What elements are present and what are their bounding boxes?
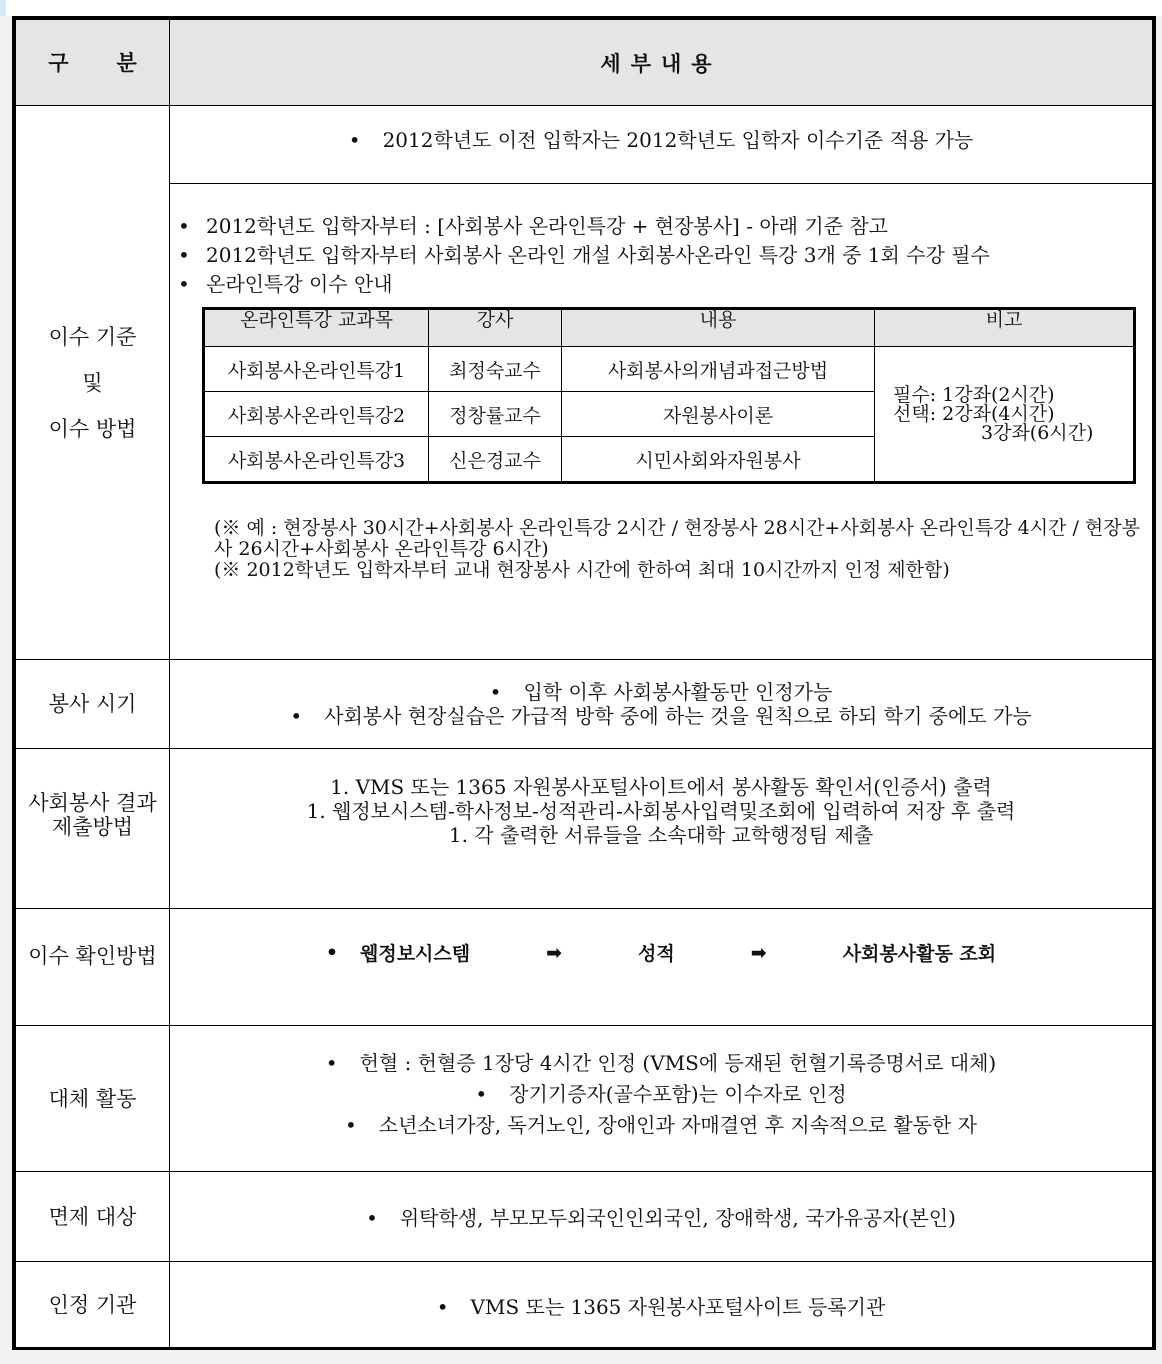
- submission-content: [170, 749, 1153, 909]
- table-row: [204, 347, 1135, 392]
- course-1: 사회봉사온라인특강1: [204, 347, 429, 392]
- header-category: [16, 20, 170, 106]
- header-details: 세부내용: [170, 20, 1153, 106]
- label-institution: 인정 기관: [16, 1262, 170, 1349]
- label-period: 봉사 시기: [16, 660, 170, 749]
- criteria-note-text: 2012학년도 이전 입학자는 2012학년도 입학자 이수기준 적용 가능: [382, 128, 974, 152]
- bullet-icon: [490, 680, 524, 704]
- content-1: 사회봉사의개념과접근방법: [562, 347, 875, 392]
- period-line-1: 입학 이후 사회봉사활동만 인정가능: [523, 680, 833, 704]
- remarks-optional: 선택: 2강좌(4시간): [893, 402, 1055, 425]
- examples: [178, 518, 1146, 581]
- bullet-icon: [326, 942, 360, 964]
- content-2: 자원봉사이론: [562, 392, 875, 437]
- alternative-content: [170, 1026, 1153, 1172]
- exemption-content: [170, 1172, 1153, 1262]
- col-instructor: 강사: [429, 309, 562, 347]
- header-category-a: 구: [48, 49, 69, 75]
- row-criteria-top: [16, 106, 1153, 184]
- instructor-2: 정창률교수: [429, 392, 562, 437]
- service-requirements-table: [15, 19, 1153, 1349]
- instructor-3: 신은경교수: [429, 437, 562, 483]
- institution-content: [170, 1262, 1153, 1349]
- bullet-icon: [437, 1295, 471, 1319]
- submission-line-1: 1. VMS 또는 1365 자원봉사포털사이트에서 봉사활동 확인서(인증서) 출력: [330, 775, 992, 799]
- arrow-right-icon: ➡: [546, 941, 563, 964]
- online-lecture-table: [202, 307, 1136, 484]
- label-verification: 이수 확인방법: [16, 909, 170, 1026]
- content-3: 시민사회와자원봉사: [562, 437, 875, 483]
- criteria-bullet-2: • 2012학년도 입학자부터 사회봉사 온라인 개설 사회봉사온라인 특강 3개 중 1회 수강 필수: [178, 241, 1146, 270]
- remarks-optional-2: 3강좌(6시간): [981, 421, 1094, 444]
- row-exemption: [16, 1172, 1153, 1262]
- bullet-icon: [475, 1082, 509, 1106]
- header-row: [16, 20, 1153, 106]
- criteria-bullet-1: • 2012학년도 입학자부터 : [사회봉사 온라인특강 + 현장봉사] - 아래 기준 참고: [178, 212, 1146, 241]
- label-exemption: 면제 대상: [16, 1172, 170, 1262]
- verification-content: [170, 909, 1153, 1026]
- label-criteria: [16, 106, 170, 660]
- row-submission: [16, 749, 1153, 909]
- row-institution: [16, 1262, 1153, 1349]
- label-submission-b: 제출방법: [51, 815, 134, 839]
- row-criteria-main: [16, 184, 1153, 660]
- alternative-line-1: 헌혈 : 헌혈증 1장당 4시간 인정 (VMS에 등재된 헌혈기록증명서로 대체): [359, 1051, 997, 1075]
- remarks-cell: [875, 347, 1135, 483]
- bullet-icon: [290, 704, 324, 728]
- course-2: 사회봉사온라인특강2: [204, 392, 429, 437]
- bullet-icon: [345, 1113, 379, 1137]
- col-remarks: 비고: [875, 309, 1135, 347]
- col-course: 온라인특강 교과목: [204, 309, 429, 347]
- bullet-icon: [326, 1051, 360, 1075]
- flow-step-1: 웹정보시스템: [360, 943, 471, 965]
- online-lecture-header: [204, 309, 1135, 347]
- exemption-line-1: 위탁학생, 부모모두외국인인외국인, 장애학생, 국가유공자(본인): [399, 1206, 956, 1230]
- row-verification: [16, 909, 1153, 1026]
- header-category-b: 분: [116, 49, 137, 75]
- row-period: [16, 660, 1153, 749]
- bullet-icon: [366, 1206, 400, 1230]
- alternative-line-2: 장기기증자(골수포함)는 이수자로 인정: [509, 1082, 847, 1106]
- alternative-line-3: 소년소녀가장, 독거노인, 장애인과 자매결연 후 지속적으로 활동한 자: [378, 1113, 977, 1137]
- label-criteria-c: 이수 방법: [48, 416, 137, 441]
- label-submission: [16, 749, 170, 909]
- submission-line-2: 1. 웹정보시스템-학사정보-성적관리-사회봉사입력및조회에 입력하여 저장 후 출력: [306, 799, 1016, 823]
- label-alternative: 대체 활동: [16, 1026, 170, 1172]
- arrow-right-icon: ➡: [750, 941, 767, 964]
- col-content: 내용: [562, 309, 875, 347]
- document-sheet: [12, 16, 1156, 1350]
- period-content: [170, 660, 1153, 749]
- bullet-icon: [349, 128, 383, 152]
- course-3: 사회봉사온라인특강3: [204, 437, 429, 483]
- verification-flow: [170, 939, 1152, 966]
- criteria-note-top: [170, 106, 1153, 184]
- example-1: (※ 예 : 현장봉사 30시간+사회봉사 온라인특강 2시간 / 현장봉사 28시간+사회봉사 온라인특강 4시간 / 현장봉사 26시간+사회봉사 온라인특강 6시간): [214, 517, 1140, 560]
- instructor-1: 최정숙교수: [429, 347, 562, 392]
- top-bar: [0, 0, 1162, 16]
- remarks-required: 필수: 1강좌(2시간): [893, 383, 1055, 406]
- label-criteria-b: 및: [82, 370, 103, 395]
- top-accent: [0, 0, 6, 16]
- label-criteria-a: 이수 기준: [48, 324, 137, 349]
- flow-step-2: 성적: [638, 943, 675, 965]
- flow-step-3: 사회봉사활동 조회: [842, 943, 997, 965]
- example-2: (※ 2012학년도 입학자부터 교내 현장봉사 시간에 한하여 최대 10시간까지 인정 제한함): [214, 559, 950, 581]
- criteria-content: [170, 184, 1153, 660]
- submission-line-3: 1. 각 출력한 서류들을 소속대학 교학행정팀 제출: [448, 823, 874, 847]
- label-submission-a: 사회봉사 결과: [28, 791, 157, 815]
- period-line-2: 사회봉사 현장실습은 가급적 방학 중에 하는 것을 원칙으로 하되 학기 중에도 가능: [324, 704, 1032, 728]
- row-alternative: [16, 1026, 1153, 1172]
- criteria-bullet-3: • 온라인특강 이수 안내: [178, 270, 1146, 299]
- institution-line-1: VMS 또는 1365 자원봉사포털사이트 등록기관: [470, 1294, 886, 1319]
